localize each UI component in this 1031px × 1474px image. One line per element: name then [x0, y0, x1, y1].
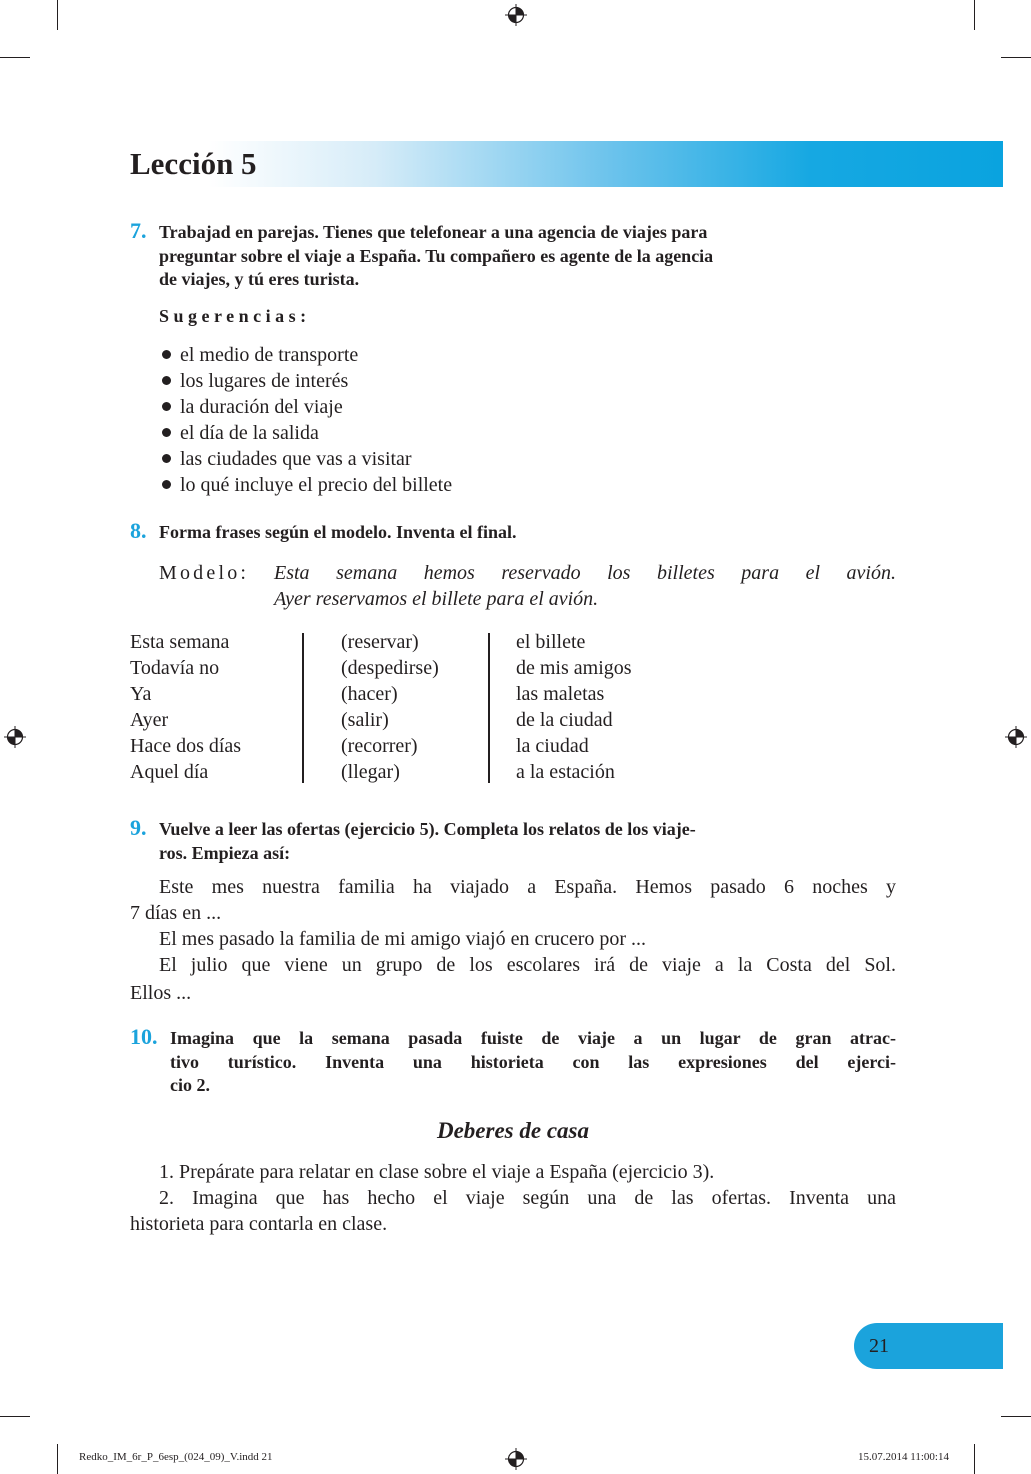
bullet-icon: [162, 428, 171, 437]
list-item: [162, 342, 452, 368]
exercise-9-number: 9.: [130, 815, 147, 840]
exercise-10-instruction: [170, 1027, 896, 1098]
table-cell: Ayer: [130, 709, 169, 731]
crop-mark: [0, 57, 30, 58]
instruction-line: Trabajad en parejas. Tienes que telefonear a una agencia de viajes para: [159, 222, 708, 242]
list-item: [162, 446, 452, 472]
instruction-line: Imagina que la semana pasada fuiste de viaje a un lugar de gran atrac-: [170, 1028, 896, 1048]
list-item-text: la duración del viaje: [180, 396, 343, 418]
table-cell: Ya: [130, 683, 152, 705]
suggestions-label: Sugerencias:: [159, 306, 311, 326]
page-number: 21: [869, 1335, 889, 1357]
table-cell: (salir): [341, 709, 389, 731]
exercise-8-instruction: Forma frases según el modelo. Inventa el final.: [159, 522, 517, 542]
model-label: Modelo:: [159, 562, 250, 584]
homework-text: [130, 1159, 896, 1237]
list-item: [162, 472, 452, 498]
registration-mark-icon: [4, 726, 26, 748]
bullet-icon: [162, 376, 171, 385]
table-column-time: [130, 629, 241, 785]
crop-mark: [0, 1416, 30, 1417]
text-line: 2. Imagina que has hecho el viaje según una de las ofertas. Inventa una: [159, 1187, 896, 1209]
table-cell: (despedirse): [341, 657, 439, 679]
exercise-7-number: 7.: [130, 218, 147, 243]
table-cell: Hace dos días: [130, 735, 242, 757]
text-line: Este mes nuestra familia ha viajado a España. Hemos pasado 6 noches y: [159, 876, 896, 898]
table-cell: Todavía no: [130, 657, 220, 679]
table-cell: (recorrer): [341, 735, 418, 757]
exercise-10-number: 10.: [130, 1024, 158, 1049]
lesson-header-band: [130, 141, 1003, 187]
table-cell: de mis amigos: [516, 657, 632, 679]
lesson-title: Lección 5: [130, 146, 257, 181]
table-column-verb: [341, 629, 439, 785]
model-line: Esta semana hemos reservado los billetes para el avión.: [274, 562, 896, 584]
exercise-9-instruction: [159, 818, 896, 865]
crop-mark: [1001, 57, 1031, 58]
table-cell: a la estación: [516, 761, 615, 783]
table-cell: (reservar): [341, 631, 419, 653]
text-line: 1. Prepárate para relatar en clase sobre el viaje a España (ejercicio 3).: [159, 1161, 715, 1183]
crop-mark: [974, 0, 975, 30]
table-cell: (llegar): [341, 761, 400, 783]
crop-mark: [57, 0, 58, 30]
crop-mark: [57, 1444, 58, 1474]
text-line: 7 días en ...: [130, 902, 222, 924]
list-item-text: los lugares de interés: [180, 370, 349, 392]
column-divider: [302, 633, 304, 783]
suggestions-list: [162, 342, 452, 498]
text-line: El mes pasado la familia de mi amigo viajó en crucero por ...: [159, 928, 647, 950]
column-divider: [488, 633, 490, 783]
list-item-text: el medio de transporte: [180, 344, 359, 366]
table-cell: el billete: [516, 631, 586, 653]
registration-mark-icon: [505, 1448, 527, 1470]
instruction-line: de viajes, y tú eres turista.: [159, 269, 360, 289]
crop-mark: [1001, 1416, 1031, 1417]
slug-timestamp: 15.07.2014 11:00:14: [858, 1451, 949, 1463]
bullet-icon: [162, 402, 171, 411]
text-line: El julio que viene un grupo de los escolares irá de viaje a la Costa del Sol.: [159, 954, 896, 976]
bullet-icon: [162, 454, 171, 463]
text-line: Ellos ...: [130, 982, 192, 1004]
exercise-9-text: [130, 874, 896, 1006]
instruction-line: ros. Empieza así:: [159, 842, 291, 863]
table-cell: las maletas: [516, 683, 605, 705]
list-item-text: lo qué incluye el precio del billete: [180, 474, 453, 496]
bullet-icon: [162, 350, 171, 359]
model-line: Ayer reservamos el billete para el avión.: [274, 588, 599, 610]
registration-mark-icon: [505, 4, 527, 26]
text-line: historieta para contarla en clase.: [130, 1213, 388, 1235]
list-item-text: las ciudades que vas a visitar: [180, 448, 412, 470]
table-cell: la ciudad: [516, 735, 589, 757]
list-item-text: el día de la salida: [180, 422, 319, 444]
slug-filename: Redko_IM_6r_P_6esp_(024_09)_V.indd 21: [79, 1451, 273, 1463]
table-cell: Esta semana: [130, 631, 230, 653]
instruction-line: Vuelve a leer las ofertas (ejercicio 5). Completa los relatos de los viaje-: [159, 819, 696, 839]
table-cell: de la ciudad: [516, 709, 613, 731]
table-cell: (hacer): [341, 683, 398, 705]
exercise-8-number: 8.: [130, 518, 147, 543]
table-column-object: [516, 629, 632, 785]
instruction-line: tivo turístico. Inventa una historieta con las expresiones del ejerci-: [170, 1051, 896, 1072]
list-item: [162, 394, 452, 420]
list-item: [162, 368, 452, 394]
crop-mark: [974, 1444, 975, 1474]
table-cell: Aquel día: [130, 761, 209, 783]
homework-title: Deberes de casa: [436, 1118, 589, 1143]
registration-mark-icon: [1005, 726, 1027, 748]
exercise-7-instruction: [159, 221, 896, 292]
bullet-icon: [162, 480, 171, 489]
list-item: [162, 420, 452, 446]
instruction-line: cio 2.: [170, 1075, 210, 1095]
instruction-line: preguntar sobre el viaje a España. Tu compañero es agente de la agencia: [159, 245, 714, 266]
